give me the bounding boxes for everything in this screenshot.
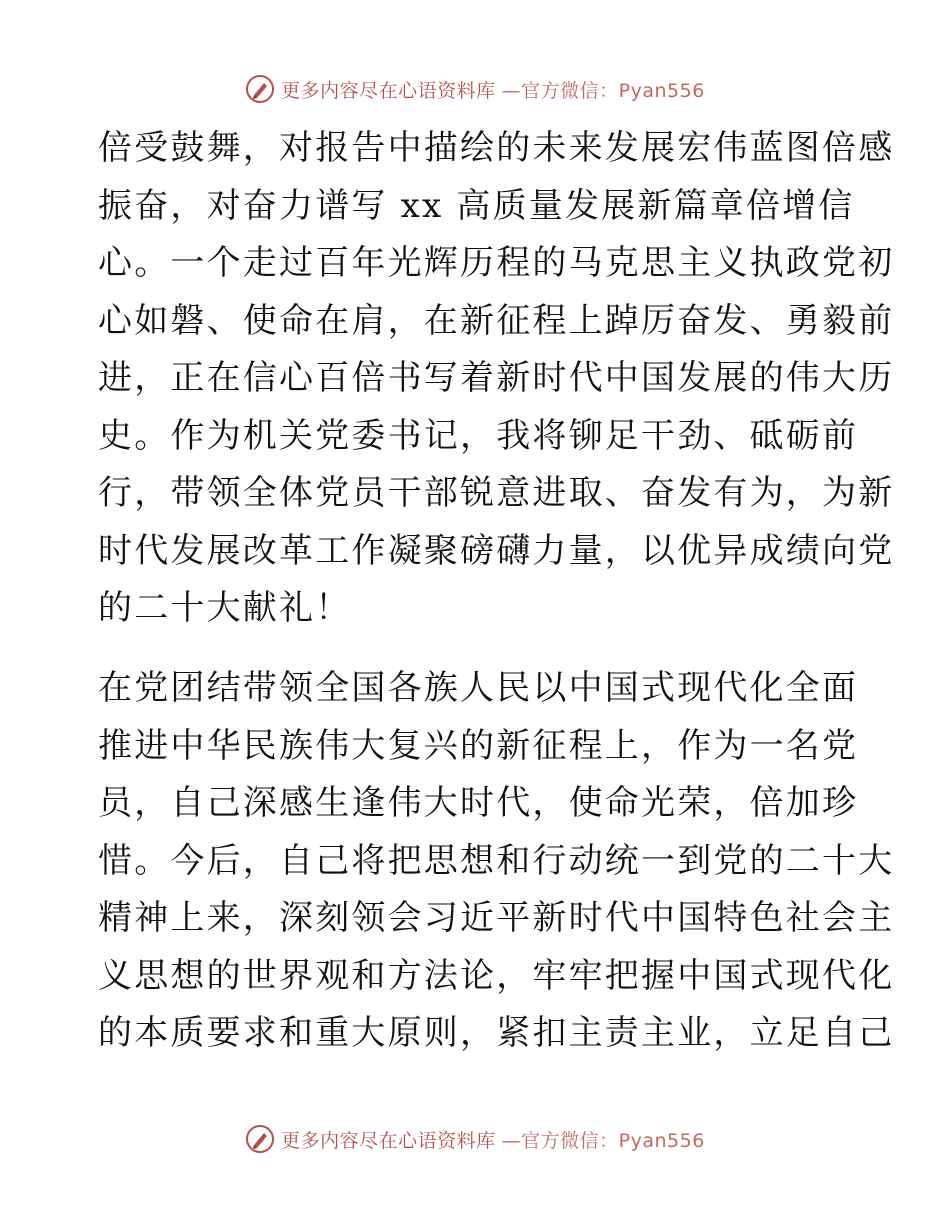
header-watermark bbox=[0, 74, 950, 104]
paragraph-1 bbox=[98, 120, 895, 638]
watermark-brand: 更多内容尽在心语资料库 bbox=[281, 1129, 496, 1152]
text-line: 员，自己深感生逢伟大时代，使命光荣，倍加珍 bbox=[98, 783, 859, 823]
text-line: 的二十大献礼！ bbox=[98, 588, 352, 628]
pen-logo-icon bbox=[245, 1124, 275, 1154]
text-line: 行，带领全体党员干部锐意进取、奋发有为，为新 bbox=[98, 473, 895, 513]
watermark-contact: —官方微信：Pyan556 bbox=[501, 79, 705, 102]
text-line: 倍受鼓舞，对报告中描绘的未来发展宏伟蓝图倍感 bbox=[98, 128, 895, 168]
text-line: 推进中华民族伟大复兴的新征程上，作为一名党 bbox=[98, 725, 859, 766]
text-line: 心。一个走过百年光辉历程的马克思主义执政党初 bbox=[98, 243, 895, 283]
text-line: 义思想的世界观和方法论，牢牢把握中国式现代化 bbox=[98, 955, 895, 996]
text-line: 的本质要求和重大原则，紧扣主责主业，立足自己 bbox=[98, 1013, 895, 1053]
text-line: 振奋，对奋力谱写 xx 高质量发展新篇章倍增信 bbox=[98, 185, 855, 226]
text-line: 在党团结带领全国各族人民以中国式现代化全面 bbox=[98, 668, 859, 708]
text-line: 进，正在信心百倍书写着新时代中国发展的伟大历 bbox=[98, 358, 895, 398]
text-line: 时代发展改革工作凝聚磅礴力量，以优异成绩向党 bbox=[98, 530, 895, 571]
paragraph-2 bbox=[98, 660, 895, 1063]
text-line: 心如磐、使命在肩，在新征程上踔厉奋发、勇毅前 bbox=[98, 300, 895, 341]
text-line: 精神上来，深刻领会习近平新时代中国特色社会主 bbox=[98, 898, 895, 938]
footer-watermark bbox=[0, 1124, 950, 1154]
pen-logo-icon bbox=[245, 74, 275, 104]
watermark-contact: —官方微信：Pyan556 bbox=[501, 1129, 705, 1152]
text-line: 史。作为机关党委书记，我将铆足干劲、砥砺前 bbox=[98, 415, 859, 456]
text-line: 惜。今后，自己将把思想和行动统一到党的二十大 bbox=[98, 840, 895, 881]
watermark-brand: 更多内容尽在心语资料库 bbox=[281, 79, 496, 102]
